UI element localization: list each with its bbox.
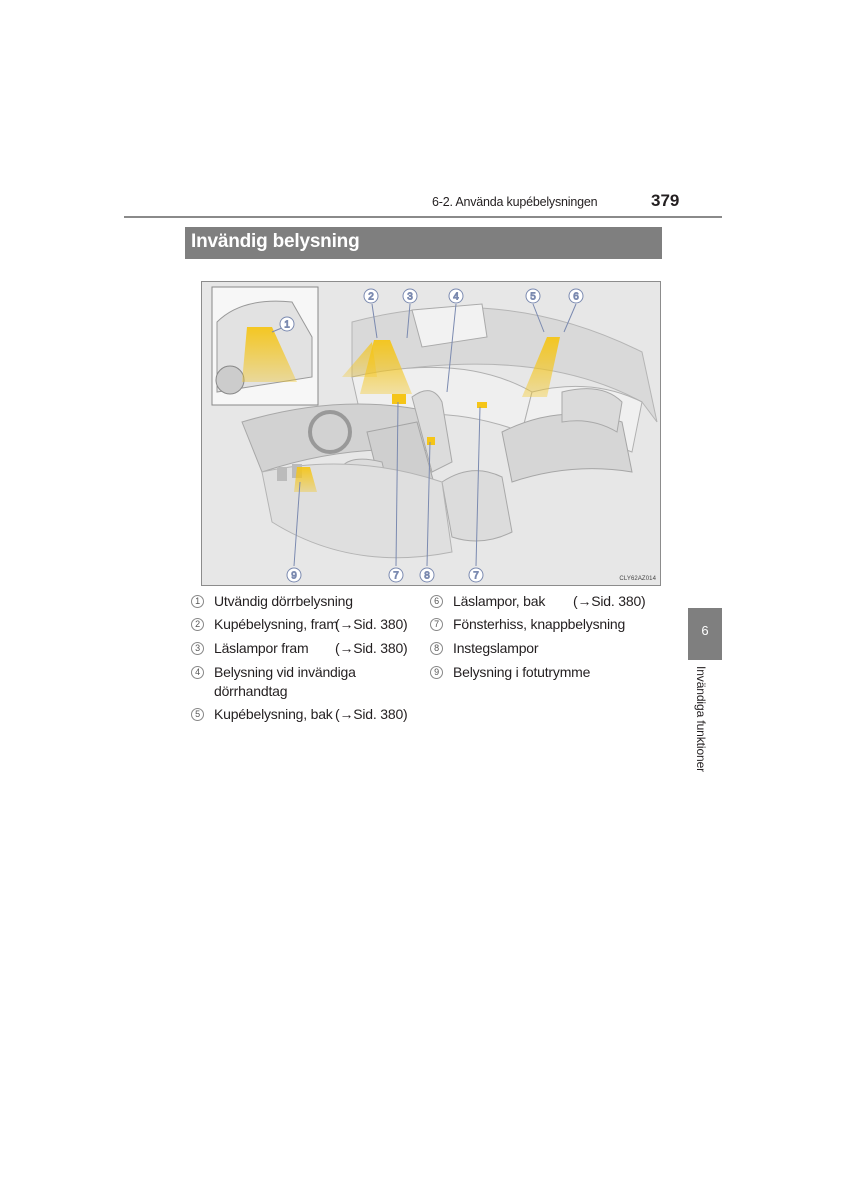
callout-3: 3 — [407, 291, 413, 303]
legend-number: 3 — [191, 642, 204, 655]
legend-text: Belysning i fotutrymme — [453, 664, 591, 680]
legend-number: 6 — [430, 595, 443, 608]
legend-text: Läslampor, bak — [453, 593, 546, 609]
callout-9: 9 — [291, 570, 297, 582]
legend-number: 2 — [191, 618, 204, 631]
page-reference: (→Sid. 380) — [573, 593, 646, 609]
legend-number: 8 — [430, 642, 443, 655]
chapter-tab — [688, 608, 722, 660]
figure-code: CLY62AZ014 — [619, 576, 656, 582]
legend-text: Kupébelysning, bak — [214, 706, 333, 722]
callout-8: 8 — [424, 570, 430, 582]
callout-1: 1 — [284, 319, 290, 331]
legend-text: Fönsterhiss, knappbelysning — [453, 616, 626, 632]
callout-4: 4 — [453, 291, 459, 303]
callout-6: 6 — [573, 291, 579, 303]
section-title-bar — [185, 227, 662, 259]
callout-5: 5 — [530, 291, 536, 303]
legend-text-continued: dörrhandtag — [214, 683, 288, 699]
legend-text: Belysning vid invändiga — [214, 664, 356, 680]
legend-number: 9 — [430, 666, 443, 679]
page-reference: (→Sid. 380) — [335, 706, 408, 722]
car-interior-drawing — [202, 282, 662, 587]
legend-number: 5 — [191, 708, 204, 721]
legend-number: 4 — [191, 666, 204, 679]
legend-text: Kupébelysning, fram — [214, 616, 338, 632]
legend-text: Läslampor fram — [214, 640, 309, 656]
chapter-number: 6 — [701, 623, 709, 638]
legend-text: Instegslampor — [453, 640, 539, 656]
page-reference: (→Sid. 380) — [335, 640, 408, 656]
header-divider — [124, 216, 722, 218]
chapter-label: Invändiga funktioner — [694, 666, 708, 773]
legend-text: Utvändig dörrbelysning — [214, 593, 353, 609]
section-title: Invändig belysning — [191, 231, 360, 252]
legend-number: 7 — [430, 618, 443, 631]
legend-number: 1 — [191, 595, 204, 608]
callout-2: 2 — [368, 291, 374, 303]
interior-lighting-illustration — [201, 281, 661, 586]
page-reference: (→Sid. 380) — [335, 616, 408, 632]
running-header-section: 6-2. Använda kupébelysningen — [432, 195, 598, 209]
callout-7b: 7 — [473, 570, 479, 582]
callout-7a: 7 — [393, 570, 399, 582]
page-number: 379 — [651, 191, 680, 210]
